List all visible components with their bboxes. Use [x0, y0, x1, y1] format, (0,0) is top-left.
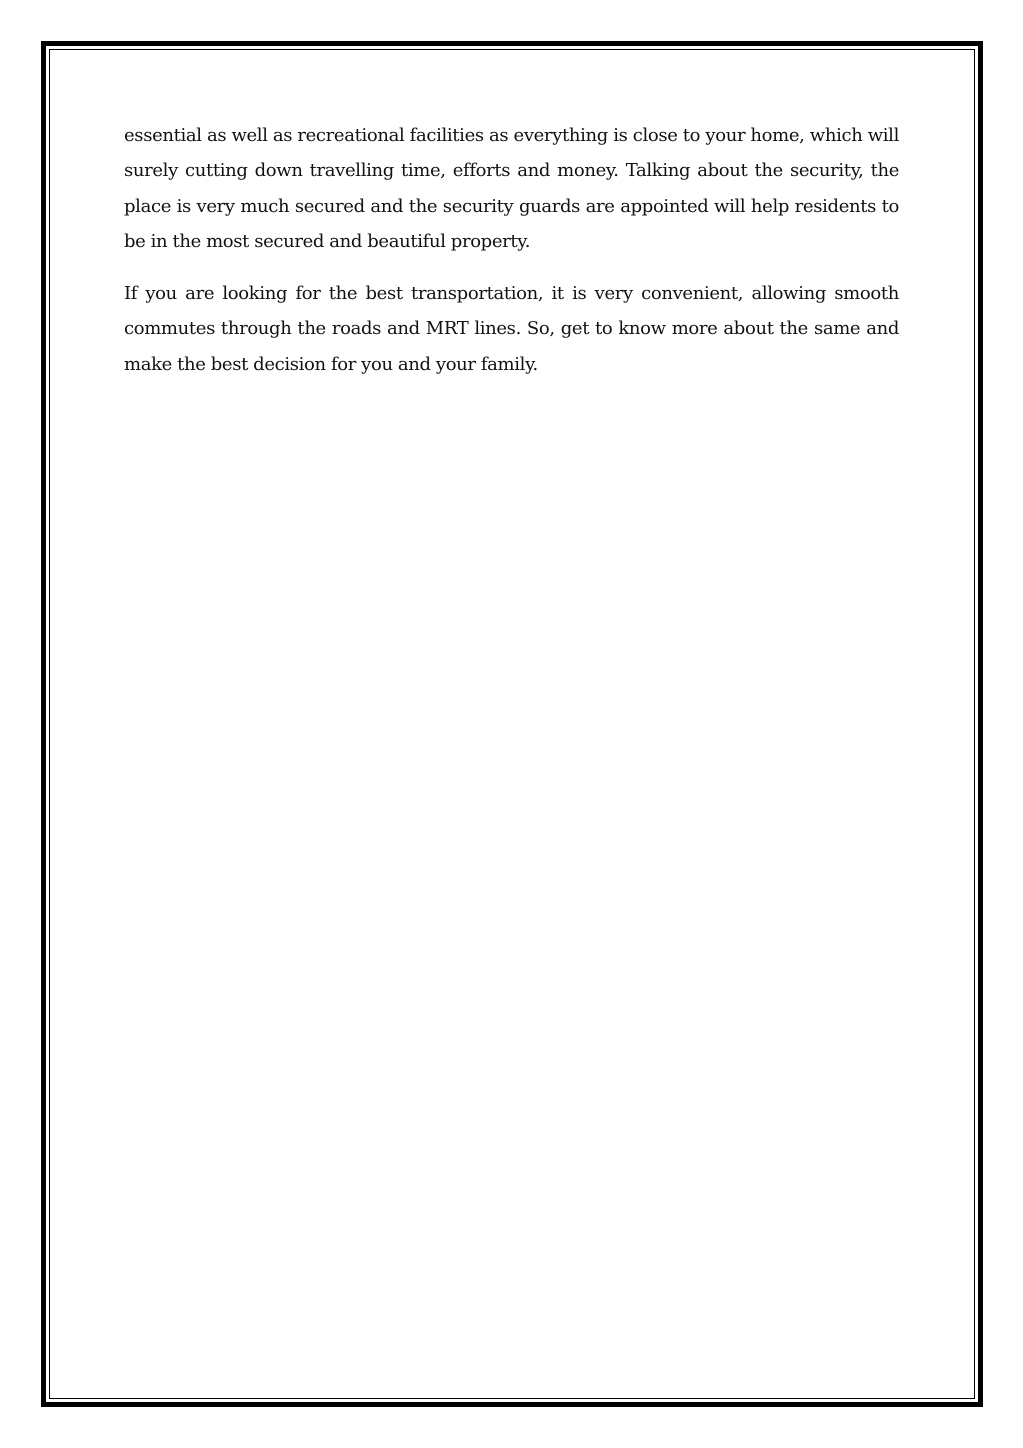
paragraph-transportation: If you are looking for the best transportation, it is very convenient, allowing smooth commutes through the roads and MRT lines. So, get to know more about the same and make the best decision for you and your family.: [124, 283, 899, 375]
document-body: [124, 118, 899, 399]
paragraph-amenities-security: essential as well as recreational facilities as everything is close to your home, which will surely cutting down travelling time, efforts and money. Talking about the security, the place is very much secured and the security guards are appointed will help residents to be in the most secured and beautiful property.: [124, 125, 899, 252]
